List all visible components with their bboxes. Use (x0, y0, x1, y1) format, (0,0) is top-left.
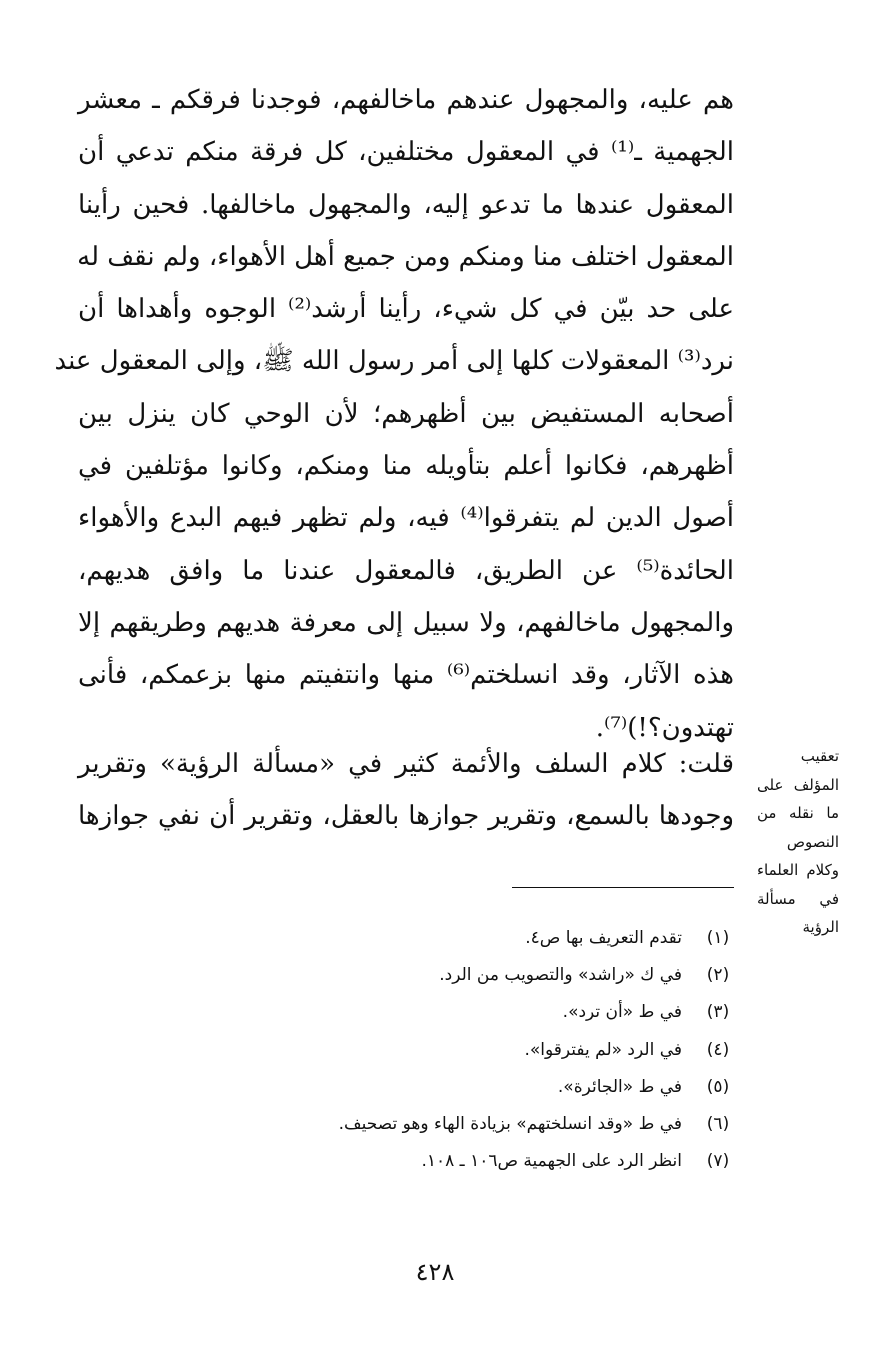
text-line: هم عليه، والمجهول عندهم ماخالفهم، فوجدنا فرقكم ـ معشر (78, 85, 734, 115)
footnote-text: في ك «راشد» والتصويب من الرد. (439, 965, 682, 986)
footnote (200, 1106, 740, 1143)
footnote-number: (٢) (706, 965, 730, 986)
margin-note-line: الرؤية (802, 918, 839, 936)
text-line: والمجهول ماخالفهم، ولا سبيل إلى معرفة هديهم وطريقهم إلا (78, 607, 734, 638)
footnotes (200, 920, 740, 1180)
text-line: نرد⁽³⁾ المعقولات كلها إلى أمر رسول الله ﷺ، وإلى المعقول عند (54, 346, 734, 377)
footnote (200, 1069, 740, 1106)
main-paragraph (54, 74, 735, 754)
margin-note-line: تعقيب (800, 747, 839, 765)
footnote-divider (512, 887, 734, 888)
margin-note-line: النصوص (786, 832, 839, 851)
text-line: تهتدون؟!)⁽⁷⁾. (595, 712, 734, 743)
footnote-text: تقدم التعريف بها ص٤. (525, 928, 682, 948)
footnote-text: في ط «وقد انسلختهم» بزيادة الهاء وهو تصحيف. (338, 1113, 682, 1134)
text-line: أصول الدين لم يتفرقوا⁽⁴⁾ فيه، ولم تظهر فيهم البدع والأهواء (78, 503, 735, 534)
footnote-number: (١) (706, 928, 730, 948)
text-line: المعقول عندها ما تدعو إليه، والمجهول ماخالفها. فحين رأينا (78, 189, 734, 220)
text-line: المعقول اختلف منا ومنكم ومن جميع أهل الأهواء، ولم نقف له (77, 241, 734, 272)
margin-note (757, 742, 839, 942)
footnote (200, 994, 740, 1031)
footnote (200, 1032, 740, 1069)
text-line: هذه الآثار، وقد انسلختم⁽⁶⁾ منها وانتفيتم منها بزعمكم، فأنى (78, 660, 734, 691)
footnote-text: انظر الرد على الجهمية ص١٠٦ ـ ١٠٨. (421, 1151, 682, 1172)
text-line: قلت: كلام السلف والأئمة كثير في «مسألة الرؤية» وتقرير (78, 749, 734, 779)
footnote-number: (٣) (706, 1002, 730, 1023)
footnote-text: في ط «أن ترد». (562, 1002, 682, 1023)
margin-note-line: في مسألة (757, 889, 839, 908)
text-line: الجهمية ـ⁽¹⁾ في المعقول مختلفين، كل فرقة منكم تدعي أن (78, 137, 734, 168)
margin-note-line: ما نقله من (757, 804, 839, 822)
footnote (200, 1143, 740, 1180)
footnote (200, 920, 740, 957)
footnote-number: (٦) (706, 1113, 730, 1134)
footnote-number: (٥) (706, 1076, 730, 1097)
footnote-text: في ط «الجائرة». (557, 1076, 682, 1097)
text-line: على حد بيّن في كل شيء، رأينا أرشد⁽²⁾ الوجوه وأهداها أن (78, 294, 734, 325)
footnote-number: (٤) (706, 1039, 730, 1060)
text-line: الحائدة⁽⁵⁾ عن الطريق، فالمعقول عندنا ما وافق هديهم، (78, 555, 734, 586)
page-number: ٤٢٨ (415, 1258, 455, 1286)
footnote (200, 957, 740, 994)
text-line: وجودها بالسمع، وتقرير جوازها بالعقل، وتقرير أن نفي جوازها (78, 801, 734, 832)
margin-note-line: المؤلف على (757, 775, 839, 794)
footnote-number: (٧) (706, 1151, 730, 1172)
text-line: أظهرهم، فكانوا أعلم بتأويله منا ومنكم، وكانوا مؤتلفين في (78, 451, 734, 482)
footnote-text: في الرد «لم يفترقوا». (524, 1039, 682, 1060)
text-line: أصحابه المستفيض بين أظهرهم؛ لأن الوحي كان ينزل بين (78, 398, 734, 429)
second-paragraph (78, 738, 734, 843)
margin-note-line: وكلام العلماء (757, 861, 839, 879)
